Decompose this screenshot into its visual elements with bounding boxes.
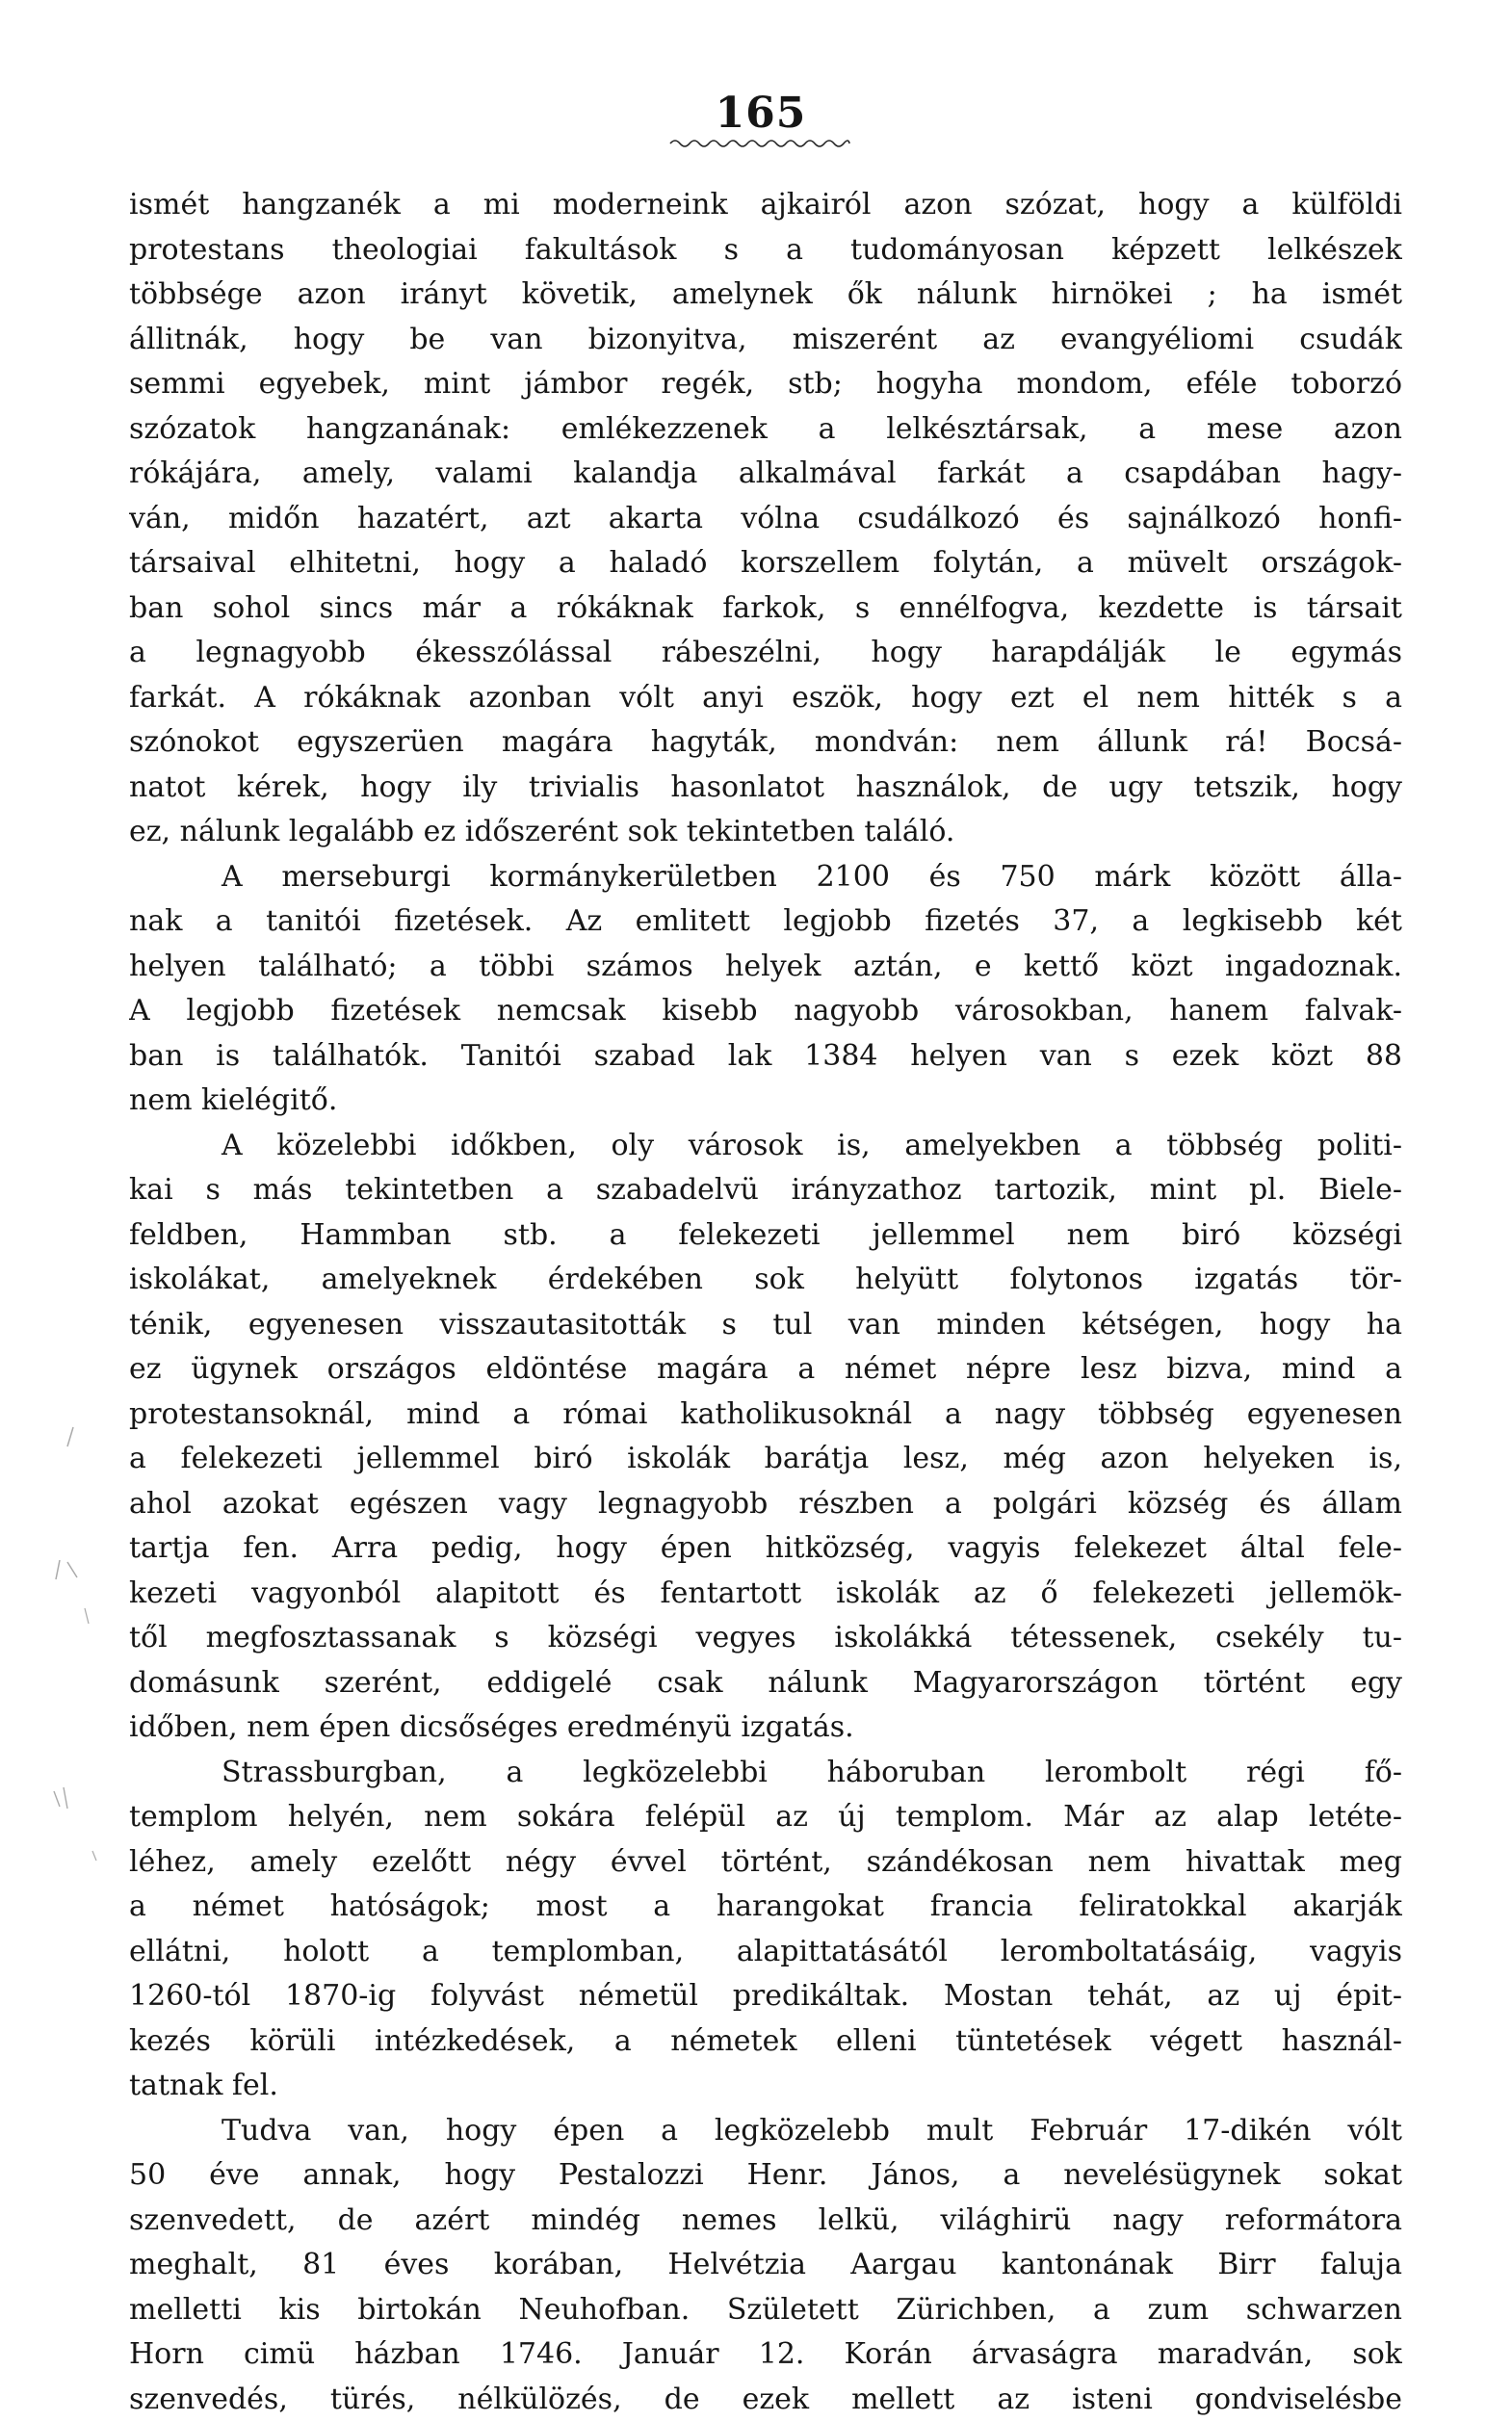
text-line: protestansoknál, mind a római katholikusoknál a nagy többség egyenesen <box>129 1393 1402 1438</box>
text-line: meghalt, 81 éves korában, Helvétzia Aargau kantonának Birr faluja <box>129 2243 1402 2288</box>
text-line: A legjobb fizetések nemcsak kisebb nagyobb városokban, hanem falvak- <box>129 989 1402 1034</box>
text-line: ellátni, holott a templomban, alapittatásától leromboltatásáig, vagyis <box>129 1930 1402 1975</box>
text-line: szenvedés, türés, nélkülözés, de ezek mellett az isteni gondviselésbe <box>129 2378 1402 2422</box>
text-line: domásunk szerént, eddigelé csak nálunk Magyarországon történt egy <box>129 1661 1402 1706</box>
text-line: rókájára, amely, valami kalandja alkalmával farkát a csapdában hagy- <box>129 452 1402 497</box>
text-line: feldben, Hammban stb. a felekezeti jellemmel nem biró községi <box>129 1213 1402 1259</box>
text-line: a felekezeti jellemmel biró iskolák barátja lesz, még azon helyeken is, <box>129 1437 1402 1482</box>
text-line: kezés körüli intézkedések, a németek elleni tüntetések végett használ- <box>129 2019 1402 2065</box>
text-line: ván, midőn hazatért, azt akarta vólna csudálkozó és sajnálkozó honfi- <box>129 497 1402 542</box>
text-line: A közelebbi időkben, oly városok is, amelyekben a többség politi- <box>129 1124 1402 1169</box>
text-line: ban is találhatók. Tanitói szabad lak 1384 helyen van s ezek közt 88 <box>129 1034 1402 1080</box>
text-line: ez ügynek országos eldöntése magára a német népre lesz bizva, mind a <box>129 1347 1402 1393</box>
text-line: szónokot egyszerüen magára hagyták, mondván: nem állunk rá! Bocsá- <box>129 720 1402 766</box>
text-line: ez, nálunk legalább ez időszerént sok tekintetben találó. <box>129 810 1402 855</box>
text-line: ban sohol sincs már a rókáknak farkok, s ennélfogva, kezdette is társait <box>129 586 1402 632</box>
text-line: től megfosztassanak s községi vegyes iskolákká tétessenek, csekély tu- <box>129 1616 1402 1661</box>
page-number: 165 <box>655 89 867 139</box>
text-line: ténik, egyenesen visszautasitották s tul van minden kétségen, hogy ha <box>129 1303 1402 1348</box>
text-line: semmi egyebek, mint jámbor regék, stb; hogyha mondom, eféle toborzó <box>129 362 1402 407</box>
text-line: 50 éve annak, hogy Pestalozzi Henr. János, a nevelésügynek sokat <box>129 2153 1402 2199</box>
text-line: tartja fen. Arra pedig, hogy épen hitközség, vagyis felekezet által fele- <box>129 1526 1402 1572</box>
text-line: tatnak fel. <box>129 2064 1402 2109</box>
text-line: kezeti vagyonból alapitott és fentartott iskolák az ő felekezeti jellemök- <box>129 1572 1402 1617</box>
margin-pencil-marks <box>39 1425 116 1868</box>
text-line: 1260-tól 1870-ig folyvást németül predikáltak. Mostan tehát, az uj épit- <box>129 1974 1402 2019</box>
text-line: nem kielégitő. <box>129 1079 1402 1124</box>
text-line: ahol azokat egészen vagy legnagyobb részben a polgári község és állam <box>129 1482 1402 1527</box>
text-line: léhez, amely ezelőtt négy évvel történt, szándékosan nem hivattak meg <box>129 1840 1402 1886</box>
text-line: állitnák, hogy be van bizonyitva, miszerént az evangyéliomi csudák <box>129 318 1402 363</box>
text-line: melletti kis birtokán Neuhofban. Született Zürichben, a zum schwarzen <box>129 2288 1402 2333</box>
text-line: társaival elhitetni, hogy a haladó korszellem folytán, a müvelt országok- <box>129 541 1402 586</box>
text-line: kai s más tekintetben a szabadelvü irányzathoz tartozik, mint pl. Biele- <box>129 1168 1402 1213</box>
text-line: a német hatóságok; most a harangokat francia feliratokkal akarják <box>129 1885 1402 1930</box>
text-line: helyen található; a többi számos helyek aztán, e kettő közt ingadoznak. <box>129 945 1402 990</box>
header-wavy-ornament <box>668 137 851 150</box>
text-line: A merseburgi kormánykerületben 2100 és 750 márk között álla- <box>129 855 1402 900</box>
text-line: nak a tanitói fizetések. Az emlitett legjobb fizetés 37, a legkisebb két <box>129 899 1402 945</box>
page-header <box>655 89 867 139</box>
text-line: iskolákat, amelyeknek érdekében sok helyütt folytonos izgatás tör- <box>129 1258 1402 1303</box>
text-line: natot kérek, hogy ily trivialis hasonlatot használok, de ugy tetszik, hogy <box>129 766 1402 811</box>
text-line: Strassburgban, a legközelebbi háboruban lerombolt régi fő- <box>129 1751 1402 1796</box>
text-line: időben, nem épen dicsőséges eredményü izgatás. <box>129 1706 1402 1751</box>
text-line: Tudva van, hogy épen a legközelebb mult Február 17-dikén vólt <box>129 2109 1402 2154</box>
text-line: templom helyén, nem sokára felépül az új templom. Már az alap letéte- <box>129 1795 1402 1840</box>
text-line: a legnagyobb ékesszólással rábeszélni, hogy harapdálják le egymás <box>129 631 1402 676</box>
text-line: szenvedett, de azért mindég nemes lelkü, világhirü nagy reformátora <box>129 2199 1402 2244</box>
text-line: farkát. A rókáknak azonban vólt anyi eszök, hogy ezt el nem hitték s a <box>129 676 1402 721</box>
text-line: protestans theologiai fakultások s a tudományosan képzett lelkészek <box>129 228 1402 273</box>
text-line: Horn cimü házban 1746. Január 12. Korán árvaságra maradván, sok <box>129 2332 1402 2378</box>
text-line: ismét hangzanék a mi moderneink ajkairól azon szózat, hogy a külföldi <box>129 183 1402 228</box>
text-line: szózatok hangzanának: emlékezzenek a lelkésztársak, a mese azon <box>129 407 1402 453</box>
body-text <box>129 183 1402 2422</box>
text-line: többsége azon irányt követik, amelynek ők nálunk hirnökei ; ha ismét <box>129 273 1402 318</box>
